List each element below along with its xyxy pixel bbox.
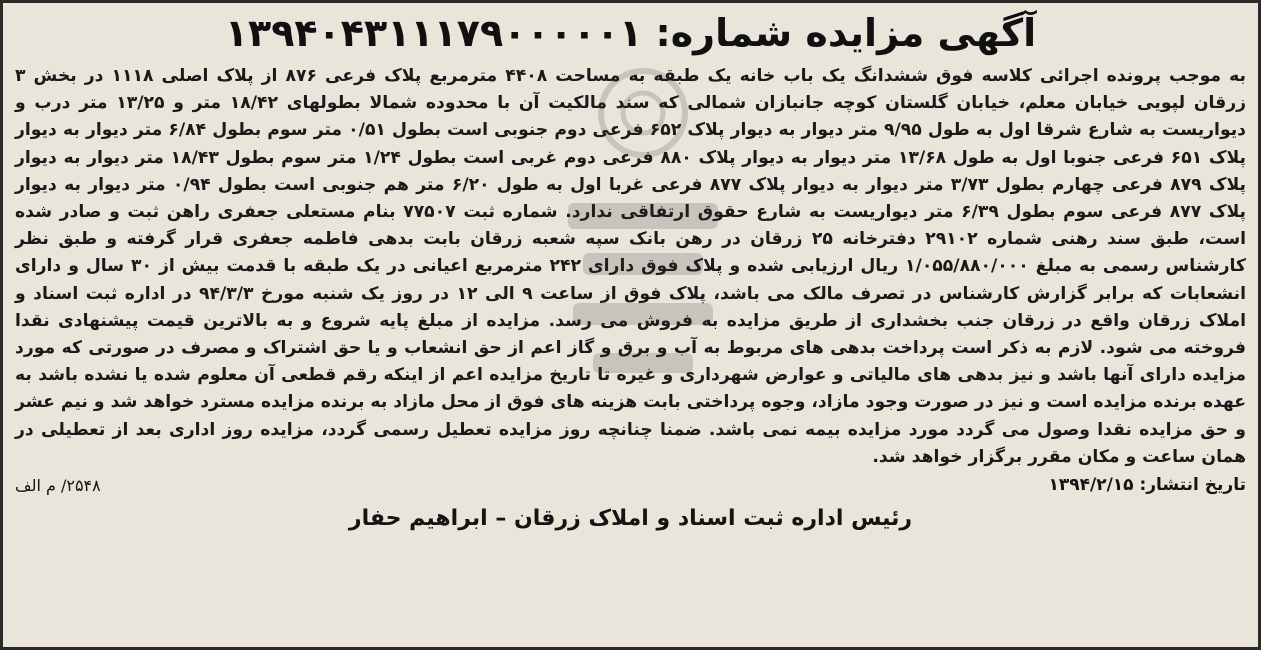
notice-body: به موجب پرونده اجرائی کلاسه فوق ششدانگ یک باب خانه یک طبقه به مساحت ۴۴۰۸ مترمربع پلاک فرعی ۸۷۶ از پلاک اصلی ۱۱۱۸ در بخش ۳ زرقان لپویی خیابان معلم، خیابان گلستان کوچه جانبازان شمالی که سند مالکیت آن با محدوده شمالا بطولهای ۱۸/۴۲ متر و ۱۳/۲۵ متر درب و دیواریست به شارع شرقا اول به طول ۹/۹۵ متر دیوار به دیوار پلاک ۶۵۲ فرعی دوم جنوبی است بطول ۰/۵۱ متر سوم بطول ۶/۸۴ متر دیوار به دیوار پلاک ۶۵۱ فرعی جنوبا اول به طول ۱۳/۶۸ متر دیوار به دیوار پلاک ۸۸۰ فرعی دوم غربی است بطول ۱/۲۴ متر سوم بطول ۱۸/۴۳ متر دیوار به دیوار پلاک ۸۷۹ فرعی چهارم بطول ۳/۷۳ متر دیوار به دیوار پلاک ۸۷۷ فرعی غربا اول به طول ۶/۲۰ متر هم جنوبی است بطول ۰/۹۴ متر دیوار به دیوار پلاک ۸۷۷ فرعی سوم بطول ۶/۳۹ متر دیواریست به شارع حقوق ارتفاقی ندارد. شماره ثبت ۷۷۵۰۷ بنام مستعلی جعفری راهن ثبت و صادر شده است، طبق سند رهنی شماره ۲۹۱۰۲ دفترخانه ۲۵ زرقان در رهن بانک سپه شعبه زرقان بابت بدهی فاطمه جعفری قرار گرفته و طبق نظر کارشناس رسمی به مبلغ ۱/۰۵۵/۸۸۰/۰۰۰ ریال ارزیابی شده و پلاک فوق دارای ۲۴۲ مترمربع اعیانی در یک طبقه با قدمت بیش از ۳۰ سال و دارای انشعابات که برابر گزارش کارشناس در تصرف مالک می باشد، پلاک فوق از ساعت ۹ الی ۱۲ در روز یک شنبه مورخ ۹۴/۳/۳ در اداره ثبت اسناد و املاک زرقان واقع در زرقان جنب بخشداری از طریق مزایده به فروش می رسد. مزایده از مبلغ پایه شروع و به بالاترین قیمت پیشنهادی نقدا فروخته می شود. لازم به ذکر است پرداخت بدهی های مربوط به آب و برق و گاز اعم از حق انشعاب و یا حق اشتراک و مصرف در صورتی که مورد مزایده دارای آنها باشد و نیز بدهی های مالیاتی و عوارض شهرداری و غیره تا تاریخ مزایده اعم از اینکه رقم قطعی آن معلوم شده یا نشده باشد به عهده برنده مزایده است و نیز در صورت وجود مازاد، وجوه پرداختی بابت هزینه های فوق از محل مازاد به برنده مزایده مسترد خواهد شد و نیم عشر و حق مزایده نقدا وصول می گردد مورد مزایده بیمه نمی باشد. ضمنا چنانچه روز مزایده تعطیل رسمی گردد، مزایده روز اداری بعد از تعطیلی در همان ساعت و مکان مقرر برگزار خواهد شد. — [15, 66, 1247, 467]
publish-date: تاریخ انتشار: ۱۳۹۴/۲/۱۵ — [1048, 475, 1246, 496]
reference-code: ۲۵۴۸/ م الف — [15, 475, 101, 495]
signature-line: رئیس اداره ثبت اسناد و املاک زرقان – ابراهیم حفار — [348, 506, 913, 532]
notice-title: آگهی مزایده شماره: ۱۳۹۴۰۴۳۱۱۱۷۹۰۰۰۰۰۱ — [224, 11, 1037, 55]
notice-meta — [15, 472, 1246, 498]
